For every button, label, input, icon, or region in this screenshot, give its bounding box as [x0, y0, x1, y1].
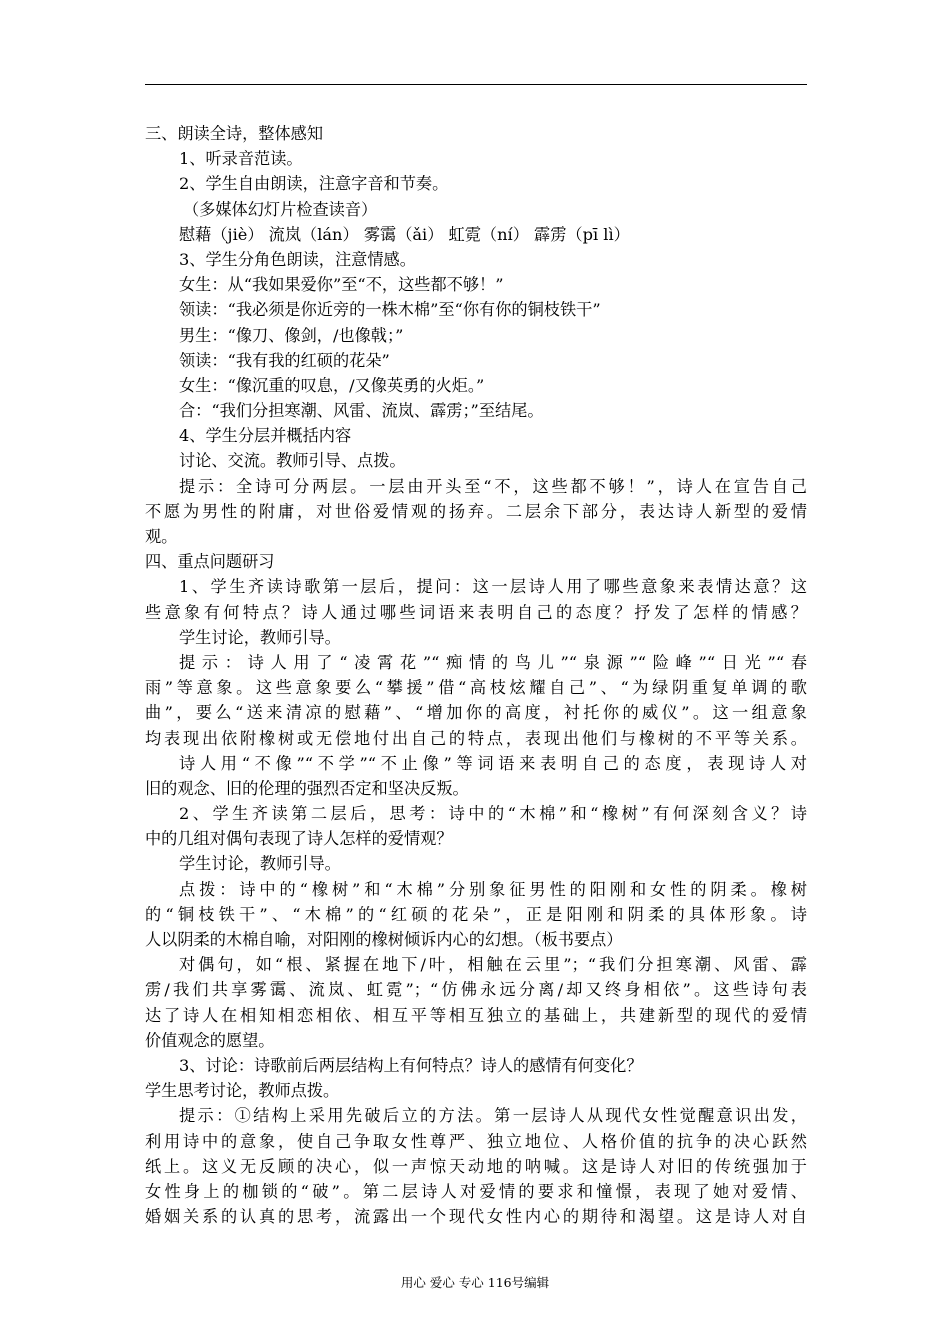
text-line: 女生：从“我如果爱你”至“不，这些都不够！”	[179, 275, 504, 295]
text-line: 观。	[145, 527, 178, 546]
text-line: 达了诗人在相知相恋相依、相互平等相互独立的基础上，共建新型的现代的爱情	[145, 1005, 807, 1025]
text-line: 人以阴柔的木棉自喻，对阳刚的橡树倾诉内心的幻想。（板书要点）	[145, 930, 623, 949]
text-line: 利用诗中的意象，使自己争取女性尊严、独立地位、人格价值的抗争的决心跃然	[145, 1131, 807, 1151]
document-body	[145, 121, 807, 1229]
text-line: 点拨：诗中的“橡树”和“木棉”分别象征男性的阳刚和女性的阴柔。橡树	[179, 879, 807, 899]
text-line: 讨论、交流。教师引导、点拨。	[179, 451, 406, 471]
text-line: 领读：“我必须是你近旁的一株木棉”至“你有你的铜枝铁干”	[179, 300, 601, 320]
text-line: 学生讨论，教师引导。	[179, 854, 341, 874]
text-line: 对偶句，如“根、紧握在地下/叶，相触在云里”；“我们分担寒潮、风雷、霹	[179, 955, 807, 975]
text-line: 纸上。这义无反顾的决心，似一声惊天动地的呐喊。这是诗人对旧的传统强加于	[145, 1156, 807, 1176]
text-line: 4、学生分层并概括内容	[179, 426, 352, 446]
text-line: 1、学生齐读诗歌第一层后，提问：这一层诗人用了哪些意象来表情达意？这	[179, 577, 807, 597]
text-line: 不愿为男性的附庸，对世俗爱情观的扬弃。二层余下部分，表达诗人新型的爱情	[145, 501, 807, 521]
text-line: 女生：“像沉重的叹息，/又像英勇的火炬。”	[179, 375, 485, 395]
text-line: 旧的观念、旧的伦理的强烈否定和坚决反叛。	[145, 778, 469, 798]
text-line: 2、学生齐读第二层后，思考：诗中的“木棉”和“橡树”有何深刻含义？诗	[179, 804, 807, 824]
text-line: 提示：全诗可分两层。一层由开头至“不，这些都不够！”，诗人在宣告自己	[179, 476, 807, 496]
text-line: 领读：“我有我的红硕的花朵”	[179, 350, 390, 370]
section-heading: 四、重点问题研习	[145, 552, 275, 572]
text-line: 提示：诗人用了“凌霄花”“痴情的鸟儿”“泉源”“险峰”“日光”“春	[179, 652, 807, 672]
text-line: 均表现出依附橡树或无偿地付出自己的特点，表现出他们与橡树的不平等关系。	[145, 728, 807, 748]
text-line: 女性身上的枷锁的“破”。第二层诗人对爱情的要求和憧憬，表现了她对爱情、	[145, 1181, 807, 1201]
text-line: 提示：①结构上采用先破后立的方法。第一层诗人从现代女性觉醒意识出发，	[179, 1106, 807, 1126]
text-line: 学生思考讨论，教师点拨。	[145, 1081, 340, 1101]
text-line: 男生：“像刀、像剑，/也像戟；”	[179, 325, 404, 345]
text-line: 些意象有何特点？诗人通过哪些词语来表明自己的态度？抒发了怎样的情感？	[145, 602, 807, 622]
text-line: 诗人用“不像”“不学”“不止像”等词语来表明自己的态度，表现诗人对	[179, 753, 807, 773]
text-line: 学生讨论，教师引导。	[179, 627, 341, 647]
section-heading: 三、朗读全诗，整体感知	[145, 124, 324, 143]
text-line: 中的几组对偶句表现了诗人怎样的爱情观？	[145, 829, 453, 849]
text-line: 雳/我们共享雾霭、流岚、虹霓”；“仿佛永远分离/却又终身相依”。这些诗句表	[145, 980, 807, 1000]
text-line: 雨”等意象。这些意象要么“攀援”借“高枝炫耀自己”、“为绿阴重复单调的歌	[145, 678, 807, 698]
text-line: 2、学生自由朗读，注意字音和节奏。	[179, 174, 449, 194]
text-line: 3、学生分角色朗读，注意情感。	[179, 249, 416, 269]
text-line: 1、听录音范读。	[179, 149, 303, 169]
pronunciation-line: 慰藉（jiè） 流岚（lán） 雾霭（ǎi） 虹霓（ní） 霹雳（pī lì）	[179, 224, 630, 244]
text-line: （多媒体幻灯片检查读音）	[183, 199, 378, 219]
text-line: 曲”，要么“送来清凉的慰藉”、“增加你的高度，衬托你的威仪”。这一组意象	[145, 703, 807, 723]
page-footer: 用心 爱心 专心 116号编辑	[400, 1275, 550, 1290]
text-line: 3、讨论：诗歌前后两层结构上有何特点？诗人的感情有何变化？	[179, 1055, 643, 1075]
header-rule	[145, 84, 807, 85]
text-line: 婚姻关系的认真的思考，流露出一个现代女性内心的期待和渴望。这是诗人对自	[145, 1207, 807, 1227]
text-line: 价值观念的愿望。	[145, 1030, 275, 1050]
text-line: 合：“我们分担寒潮、风雷、流岚、霹雳；”至结尾。	[179, 401, 544, 421]
text-line: 的“铜枝铁干”、“木棉”的“红硕的花朵”，正是阳刚和阴柔的具体形象。诗	[145, 904, 807, 924]
